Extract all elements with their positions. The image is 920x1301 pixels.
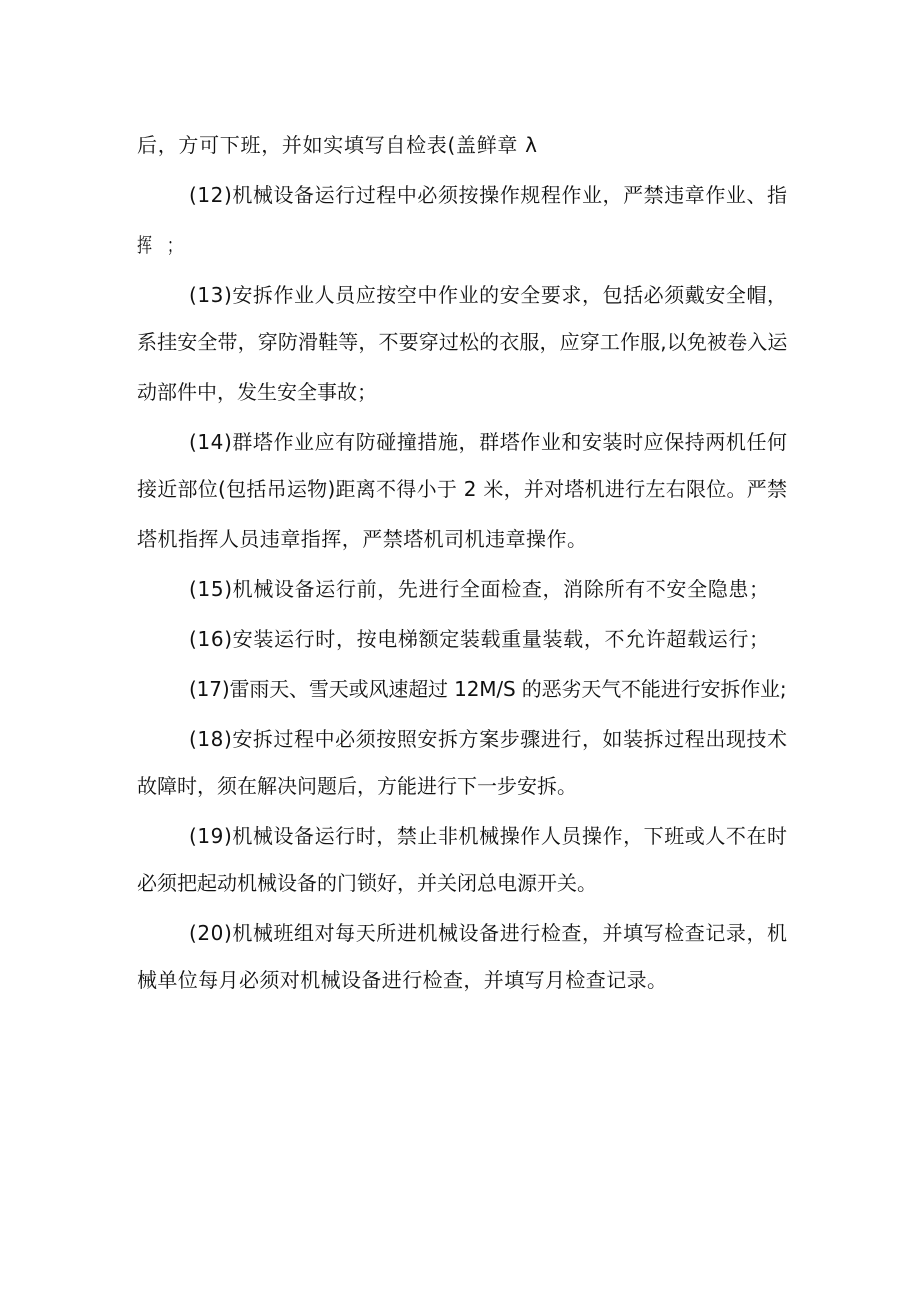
text-line: 塔机指挥人员违章指挥，严禁塔机司机违章操作。 bbox=[137, 527, 588, 551]
text-line: 系挂安全带，穿防滑鞋等，不要穿过松的衣服，应穿工作服,以免被卷入运 bbox=[137, 330, 788, 354]
text-line: (15)机械设备运行前，先进行全面检查，消除所有不安全隐患； bbox=[189, 577, 770, 601]
text-line: (16)安装运行时，按电梯额定装载重量装载，不允许超载运行； bbox=[189, 627, 770, 651]
text-line: 后，方可下班，并如实填写自检表(盖鲜章 λ bbox=[137, 133, 538, 157]
text-line: (17)雷雨天、雪天或风速超过 12M/S 的恶劣天气不能进行安拆作业; bbox=[189, 677, 787, 701]
text-line: 接近部位(包括吊运物)距离不得小于 2 米，并对塔机进行左右限位。严禁 bbox=[137, 477, 788, 501]
text-line: (13)安拆作业人员应按空中作业的安全要求，包括必须戴安全帽， bbox=[189, 283, 788, 307]
text-line: (12)机械设备运行过程中必须按操作规程作业，严禁违章作业、指 bbox=[189, 183, 788, 207]
text-line: 必须把起动机械设备的门锁好，并关闭总电源开关。 bbox=[137, 871, 597, 895]
text-line: 动部件中，发生安全事故； bbox=[137, 380, 377, 404]
text-line: 械单位每月必须对机械设备进行检查，并填写月检查记录。 bbox=[137, 968, 668, 992]
text-line: 故障时，须在解决问题后，方能进行下一步安拆。 bbox=[137, 774, 577, 798]
text-line: (20)机械班组对每天所进机械设备进行检查，并填写检查记录，机 bbox=[189, 921, 788, 945]
text-line: (18)安拆过程中必须按照安拆方案步骤进行，如装拆过程出现技术 bbox=[189, 727, 788, 751]
text-line: 挥； bbox=[137, 233, 197, 257]
text-line: (19)机械设备运行时，禁止非机械操作人员操作，下班或人不在时 bbox=[189, 824, 788, 848]
text-line: (14)群塔作业应有防碰撞措施，群塔作业和安装时应保持两机任何 bbox=[189, 430, 788, 454]
